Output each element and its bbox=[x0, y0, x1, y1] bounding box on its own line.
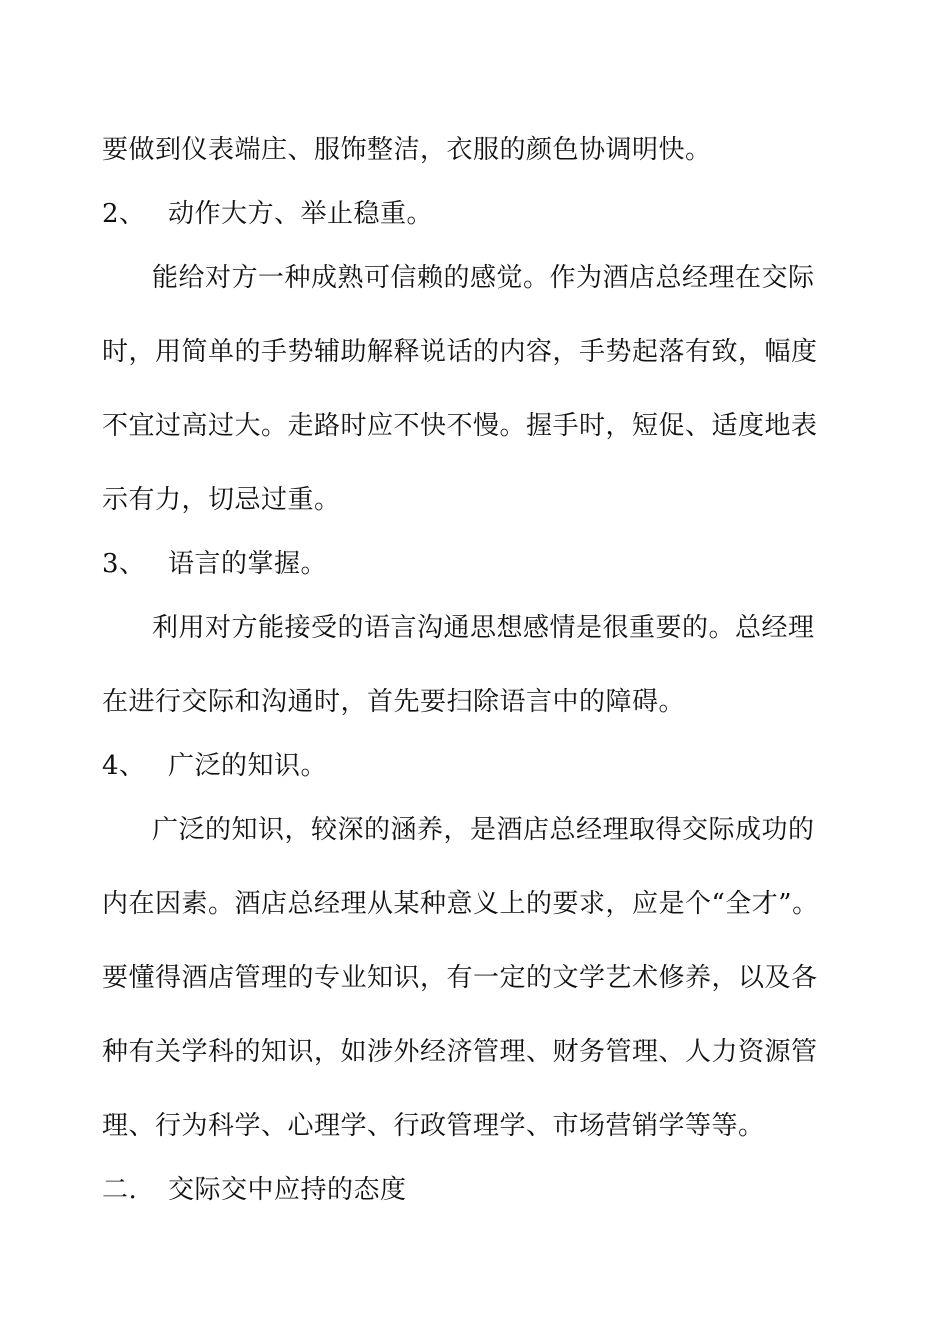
paragraph-line: 种有关学科的知识，如涉外经济管理、财务管理、人力资源管 bbox=[102, 1037, 818, 1067]
paragraph-line: 理、行为科学、心理学、行政管理学、市场营销学等等。 bbox=[102, 1111, 765, 1141]
section-heading-4 bbox=[102, 748, 327, 784]
heading-text: 交际交中应持的态度 bbox=[168, 1175, 407, 1205]
section-heading-2 bbox=[102, 196, 433, 232]
paragraph-line: 能给对方一种成熟可信赖的感觉。作为酒店总经理在交际 bbox=[152, 263, 815, 293]
section-heading-3 bbox=[102, 546, 327, 582]
heading-text: 广泛的知识。 bbox=[168, 751, 328, 781]
paragraph-line: 不宜过高过大。走路时应不快不慢。握手时，短促、适度地表 bbox=[102, 411, 818, 441]
paragraph-line: 利用对方能接受的语言沟通思想感情是很重要的。总经理 bbox=[152, 613, 815, 643]
heading-text: 语言的掌握。 bbox=[168, 549, 328, 579]
paragraph-line: 要做到仪表端庄、服饰整洁，衣服的颜色协调明快。 bbox=[102, 135, 712, 165]
section-heading-two bbox=[102, 1172, 407, 1208]
heading-number: 3、 bbox=[102, 549, 146, 579]
paragraph-line: 内在因素。酒店总经理从某种意义上的要求，应是个“全才”。 bbox=[102, 889, 819, 919]
heading-number: 二. bbox=[102, 1175, 138, 1205]
heading-number: 4、 bbox=[102, 751, 146, 781]
paragraph-line: 时，用简单的手势辅助解释说话的内容，手势起落有致，幅度 bbox=[102, 337, 818, 367]
paragraph-line: 示有力，切忌过重。 bbox=[102, 485, 341, 515]
heading-number: 2、 bbox=[102, 199, 146, 229]
paragraph-line: 广泛的知识，较深的涵养，是酒店总经理取得交际成功的 bbox=[152, 815, 815, 845]
heading-text: 动作大方、举止稳重。 bbox=[168, 199, 434, 229]
paragraph-line: 在进行交际和沟通时，首先要扫除语言中的障碍。 bbox=[102, 687, 686, 717]
paragraph-line: 要懂得酒店管理的专业知识，有一定的文学艺术修养，以及各 bbox=[102, 963, 818, 993]
